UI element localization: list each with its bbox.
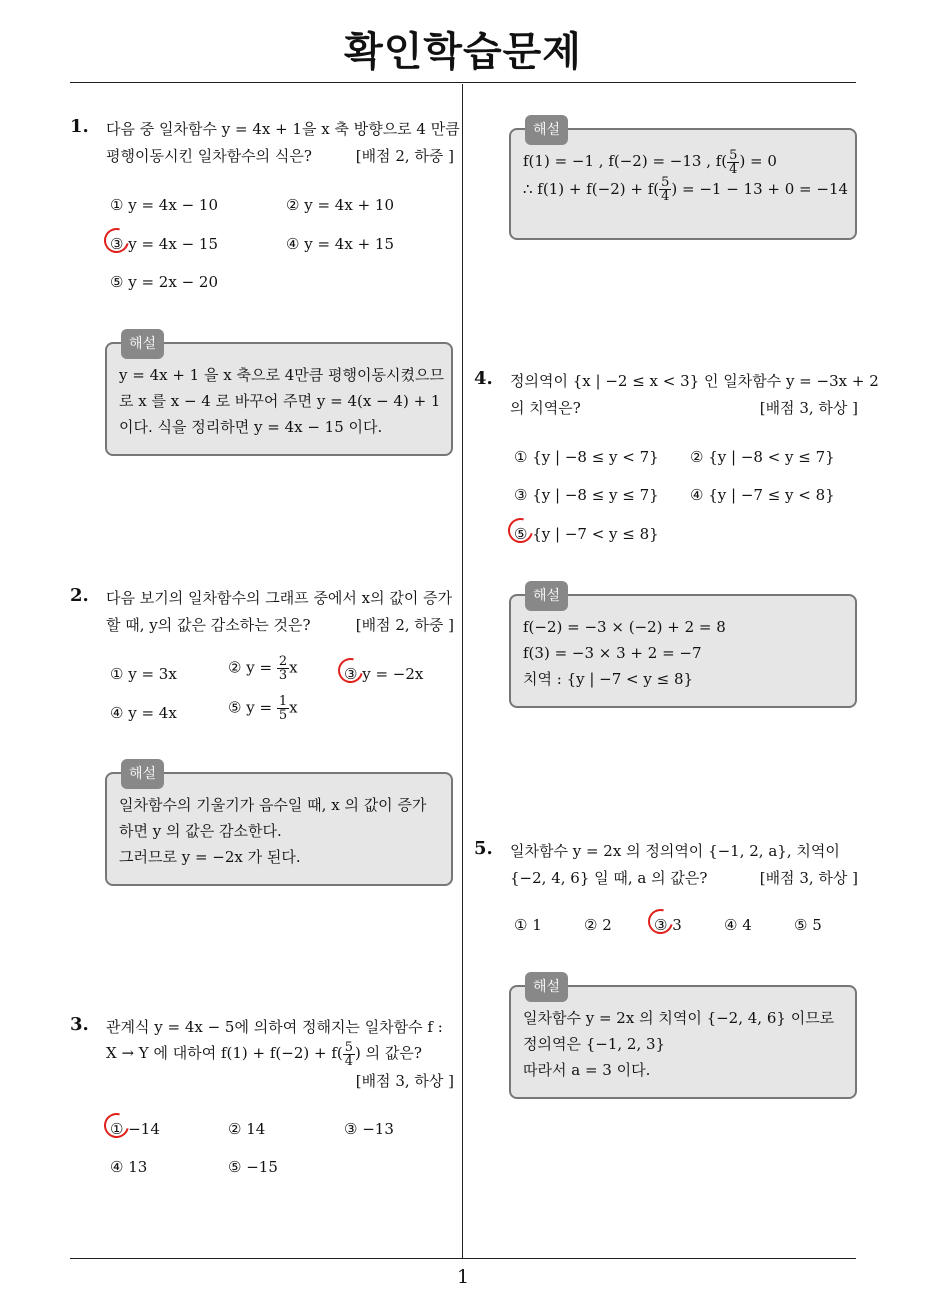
option-4[interactable]: ④ 13 [110, 1158, 148, 1176]
page-title: 확인학습문제 [344, 29, 582, 75]
explanation-line: 하면 y 의 값은 감소한다. [119, 822, 282, 840]
score-meta: [배점 3, 하상 ] [759, 869, 858, 887]
explanation-line: 일차함수 y = 2x 의 치역이 {−2, 4, 6} 이므로 [523, 1009, 835, 1027]
option-2[interactable]: ② y = 4x + 10 [286, 196, 394, 214]
score-meta: [배점 2, 하중 ] [355, 147, 454, 165]
explanation-line: 그러므로 y = −2x 가 된다. [119, 848, 301, 866]
option-3[interactable]: ③ {y | −8 ≤ y ≤ 7} [514, 486, 659, 504]
question-number: 1. [70, 116, 89, 137]
explanation-line: 따라서 a = 3 이다. [523, 1061, 651, 1079]
question-text [106, 116, 460, 170]
option-5[interactable]: ⑤ {y | −7 < y ≤ 8} [514, 525, 659, 543]
question-line: 정의역이 {x | −2 ≤ x < 3} 인 일차함수 y = −3x + 2 [510, 372, 879, 390]
option-5[interactable]: ⑤ y = $\frac{1}{5}$ x [228, 694, 298, 723]
explanation-line: f(−2) = −3 × (−2) + 2 = 8 [523, 618, 726, 636]
explanation-tag: 해설 [525, 972, 568, 1002]
option-2[interactable]: ② y = $\frac{2}{3}$ x [228, 654, 298, 683]
question-line: {−2, 4, 6} 일 때, a 의 값은? [510, 869, 708, 887]
question-line: 일차함수 y = 2x 의 정의역이 {−1, 2, a}, 치역이 [510, 842, 840, 860]
option-1[interactable]: ① 1 [514, 916, 542, 934]
option-2[interactable]: ② {y | −8 < y ≤ 7} [690, 448, 835, 466]
option-4[interactable]: ④ 4 [724, 916, 752, 934]
question-line: 평행이동시킨 일차함수의 식은? [106, 147, 312, 165]
option-2[interactable]: ② 14 [228, 1120, 266, 1138]
score-meta: [배점 3, 하상 ] [355, 1071, 454, 1090]
option-5[interactable]: ⑤ 5 [794, 916, 822, 934]
explanation-line: 정의역은 {−1, 2, 3} [523, 1035, 666, 1053]
explanation-line: f(3) = −3 × 3 + 2 = −7 [523, 644, 702, 662]
explanation-line: 일차함수의 기울기가 음수일 때, x 의 값이 증가 [119, 796, 427, 814]
fraction: $\frac{5}{4}$ [729, 147, 738, 177]
option-3[interactable]: ③ −13 [344, 1120, 394, 1138]
question-text: 관계식 y = 4x − 5에 의하여 정해지는 일차함수 f : X → Y 에 대하여 f(1) + f(−2) + f( $\frac{5}{4}$ ) 의 값은? [배점 3, 하상 ] [106, 1014, 454, 1094]
option-4[interactable]: ④ {y | −7 ≤ y < 8} [690, 486, 835, 504]
question-number: 2. [70, 585, 89, 606]
explanation-line: 치역 : {y | −7 < y ≤ 8} [523, 670, 694, 688]
column-divider [462, 84, 463, 1258]
explanation-box-4 [509, 588, 857, 708]
option-3[interactable]: ③ y = 4x − 15 [110, 235, 218, 253]
option-4[interactable]: ④ y = 4x [110, 704, 177, 722]
option-1[interactable]: ① y = 3x [110, 665, 177, 683]
question-number: 3. [70, 1014, 89, 1035]
option-1[interactable]: ① −14 [110, 1120, 160, 1138]
option-2[interactable]: ② 2 [584, 916, 612, 934]
option-3[interactable]: ③ 3 [654, 916, 682, 934]
option-3[interactable]: ③ y = −2x [344, 665, 423, 683]
question-line: 관계식 y = 4x − 5에 의하여 정해지는 일차함수 f : [106, 1018, 443, 1036]
explanation-tag: 해설 [525, 581, 568, 611]
explanation-line: 이다. 식을 정리하면 y = 4x − 15 이다. [119, 418, 383, 436]
question-line: 다음 중 일차함수 y = 4x + 1을 x 축 방향으로 4 만큼 [106, 120, 460, 138]
option-5[interactable]: ⑤ y = 2x − 20 [110, 273, 218, 291]
question-text [510, 838, 858, 892]
explanation-line: y = 4x + 1 을 x 축으로 4만큼 평행이동시켰으므 [119, 366, 444, 384]
option-1[interactable]: ① y = 4x − 10 [110, 196, 218, 214]
question-text [106, 585, 454, 639]
explanation-tag: 해설 [525, 115, 568, 145]
question-number: 5. [474, 838, 493, 859]
explanation-tag: 해설 [121, 329, 164, 359]
question-line: 할 때, y의 값은 감소하는 것은? [106, 616, 311, 634]
fraction: $\frac{5}{4}$ [344, 1039, 354, 1069]
question-line: 다음 보기의 일차함수의 그래프 중에서 x의 값이 증가 [106, 589, 453, 607]
explanation-box-5 [509, 979, 857, 1099]
top-rule [70, 82, 856, 83]
explanation-box-1 [105, 336, 453, 456]
fraction: $\frac{1}{5}$ [278, 694, 288, 723]
option-4[interactable]: ④ y = 4x + 15 [286, 235, 394, 253]
explanation-box-3: 해설 f(1) = −1 , f(−2) = −13 , f( $\frac{5}{4}$ ) = 0 ∴ f(1) + f(−2) + f( $\frac{5}{4}$ ) = −1 − 13 + 0 = −14 [509, 128, 857, 240]
fraction: $\frac{5}{4}$ [661, 175, 670, 204]
option-5[interactable]: ⑤ −15 [228, 1158, 278, 1176]
explanation-tag: 해설 [121, 759, 164, 789]
score-meta: [배점 2, 하중 ] [355, 616, 454, 634]
explanation-line: 로 x 를 x − 4 로 바꾸어 주면 y = 4(x − 4) + 1 [119, 392, 441, 410]
fraction: $\frac{2}{3}$ [278, 654, 288, 683]
question-line: 의 치역은? [510, 399, 581, 417]
question-number: 4. [474, 368, 493, 389]
option-1[interactable]: ① {y | −8 ≤ y < 7} [514, 448, 659, 466]
explanation-box-2 [105, 766, 453, 886]
question-text [510, 368, 879, 422]
bottom-rule [70, 1258, 856, 1259]
page-number: 1 [456, 1266, 470, 1288]
score-meta: [배점 3, 하상 ] [759, 399, 858, 417]
